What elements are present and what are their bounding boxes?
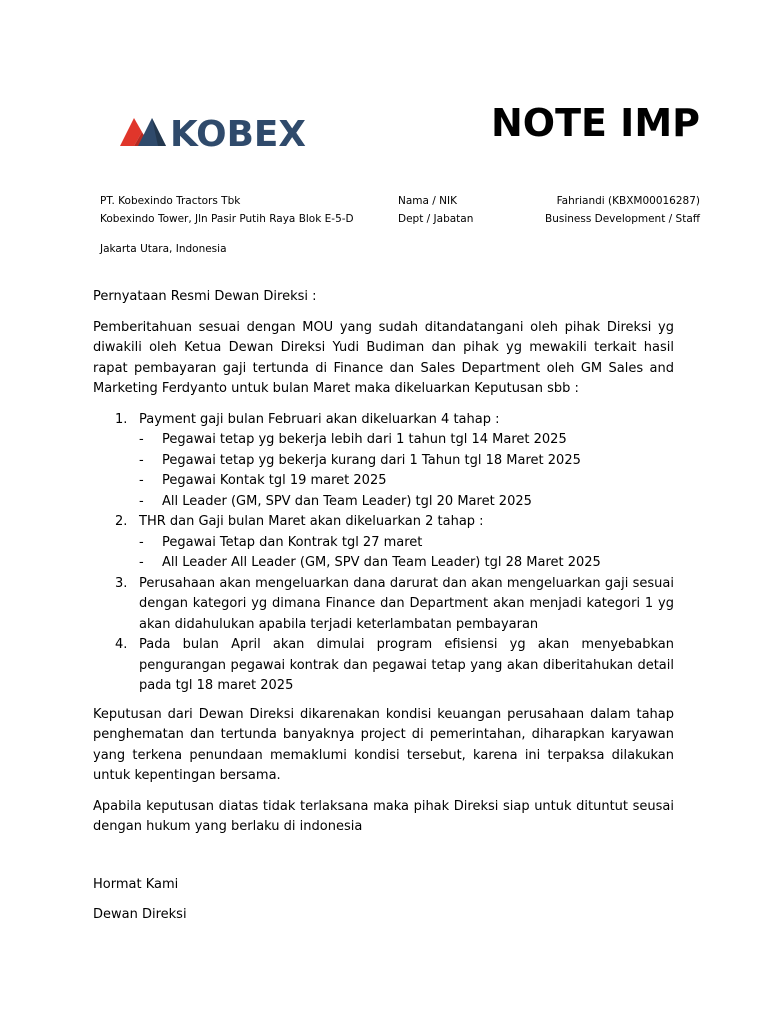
svg-text:KOBEX: KOBEX [170,114,307,150]
sub-item-text: Pegawai Tetap dan Kontrak tgl 27 maret [162,534,423,550]
company-city: Jakarta Utara, Indonesia [100,243,227,255]
sub-item [139,451,674,472]
dash-bullet: - [139,432,144,447]
dash-bullet: - [139,534,144,550]
employee-values [545,194,700,226]
signatory: Dewan Direksi [93,907,187,922]
sub-item-text: All Leader All Leader (GM, SPV dan Team Leader) tgl 28 Maret 2025 [162,555,601,570]
sub-item [139,533,674,554]
closing-salutation: Hormat Kami [93,877,179,892]
name-value: Fahriandi (KBXM00016287) [556,195,700,207]
sub-item-text: All Leader (GM, SPV dan Team Leader) tgl 20 Maret 2025 [162,493,532,509]
sub-item-text: Pegawai tetap yg bekerja lebih dari 1 tahun tgl 14 Maret 2025 [162,432,567,447]
letter-heading: Pernyataan Resmi Dewan Direksi : [93,289,317,304]
item-text: Payment gaji bulan Februari akan dikeluarkan 4 tahap : [139,411,500,427]
dash-bullet: - [139,452,144,468]
explanation-paragraph: Keputusan dari Dewan Direksi dikarenakan kondisi keuangan perusahaan dalam tahap penghematan dan tertunda banyaknya project di pemerintahan, diharapkan karyawan yang terkena penundaan memaklumi kondisi tersebut, karena ini terpaksa dilakukan untuk kepentingan bersama. [93,706,674,783]
dash-bullet: - [139,473,144,488]
name-label: Nama / NIK [398,195,458,207]
item-text: THR dan Gaji bulan Maret akan dikeluarkan 2 tahap : [139,514,484,529]
company-address: Kobexindo Tower, Jln Pasir Putih Raya Blok E-5-D [100,213,354,225]
letter-body [93,287,674,848]
decision-item [93,635,674,697]
company-info [100,194,354,256]
decision-item [93,512,674,574]
sub-list [139,533,674,574]
sub-item [139,430,674,451]
dash-bullet: - [139,555,144,570]
sub-item [139,492,674,513]
sub-list [139,430,674,512]
item-text: Pada bulan April akan dimulai program efisiensi yg akan menyebabkan pengurangan pegawai kontrak dan pegawai tetap yang akan diberitahukan detail pada tgl 18 maret 2025 [139,637,674,693]
item-number: 1. [115,411,128,427]
kobex-logo [120,112,310,150]
sub-item [139,471,674,492]
sub-item-text: Pegawai tetap yg bekerja kurang dari 1 Tahun tgl 18 Maret 2025 [162,452,581,468]
sub-item [139,553,674,574]
company-name: PT. Kobexindo Tractors Tbk [100,195,241,207]
item-number: 3. [115,575,128,591]
item-number: 2. [115,514,128,529]
document-title: NOTE IMP [490,101,700,145]
dash-bullet: - [139,493,144,509]
item-number: 4. [115,637,128,652]
decision-list [93,410,674,697]
dept-label: Dept / Jabatan [398,213,474,225]
legal-paragraph: Apabila keputusan diatas tidak terlaksana maka pihak Direksi siap untuk dituntut seusai dengan hukum yang berlaku di indonesia [93,798,674,834]
decision-item [93,574,674,636]
employee-labels [398,194,473,226]
dept-value: Business Development / Staff [545,213,700,225]
intro-paragraph: Pemberitahuan sesuai dengan MOU yang sudah ditandatangani oleh pihak Direksi yg diwakili oleh Ketua Dewan Direksi Yudi Budiman dan pihak yg mewakili terkait hasil rapat pembayaran gaji tertunda di Finance dan Sales Department oleh GM Sales and Marketing Ferdyanto untuk bulan Maret maka dikeluarkan Keputusan sbb : [93,319,674,396]
sub-item-text: Pegawai Kontak tgl 19 maret 2025 [162,473,387,488]
item-text: Perusahaan akan mengeluarkan dana darurat dan akan mengeluarkan gaji sesuai dengan kategori yg dimana Finance dan Department akan menjadi kategori 1 yg akan didahulukan apabila terjadi keterlambatan pembayaran [139,575,674,632]
decision-item [93,410,674,513]
